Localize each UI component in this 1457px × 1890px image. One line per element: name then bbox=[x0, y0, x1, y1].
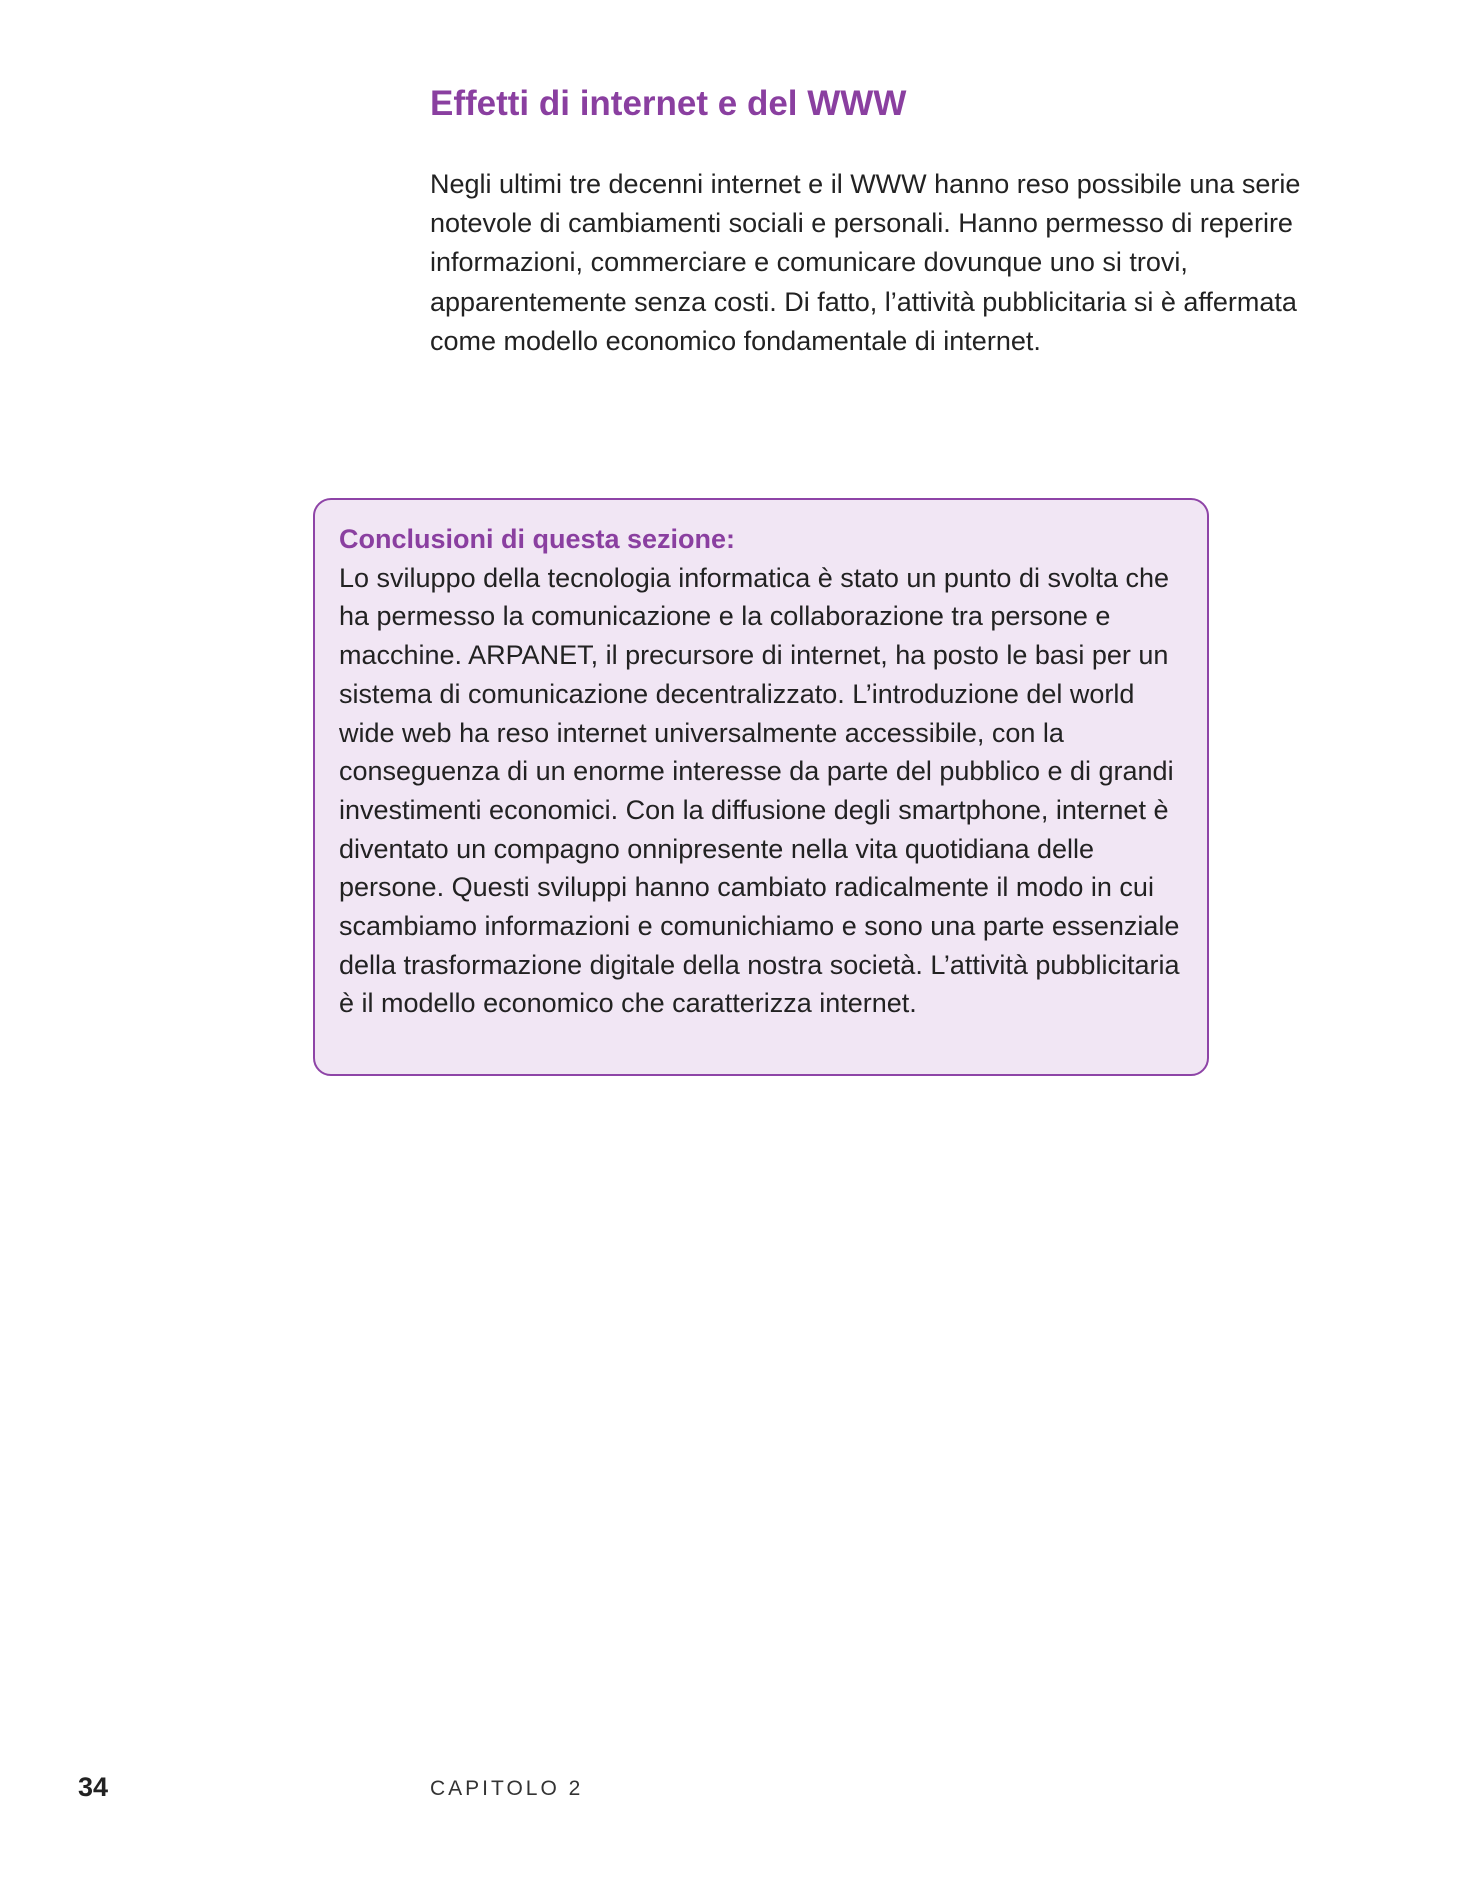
summary-box bbox=[313, 498, 1209, 1076]
summary-text: Lo sviluppo della tecnologia informatica è stato un punto di svolta che ha permesso la comunicazione e la collaborazione tra persone e macchine. ARPANET, il precursore di internet, ha posto le basi per un sistema di comunicazione decentralizzato. L’introduzione del world wide web ha reso internet universalmente accessibile, con la conseguenza di un enorme interesse da parte del pubblico e di grandi investimenti economici. Con la diffusione degli smartphone, internet è diventato un compagno onnipresente nella vita quotidiana delle persone. Questi sviluppi hanno cambiato radicalmente il modo in cui scambiamo informazioni e comunichiamo e sono una parte essenziale della trasformazione digitale della nostra società. L’attività pubblicitaria è il modello economico che caratterizza internet. bbox=[339, 562, 1180, 1019]
page-number: 34 bbox=[78, 1772, 109, 1802]
intro-paragraph: Negli ultimi tre decenni internet e il WWW hanno reso possibile una serie notevole di cambiamenti sociali e personali. Hanno permesso di reperire informazioni, commerciare e comunicare dovunque uno si trovi, apparentemente senza costi. Di fatto, l’attività pubblicitaria si è affermata come modello economico fondamentale di internet. bbox=[430, 169, 1301, 356]
chapter-label: CAPITOLO 2 bbox=[430, 1777, 584, 1800]
section-title: Effetti di internet e del WWW bbox=[430, 84, 907, 123]
summary-title: Conclusioni di questa sezione: bbox=[339, 524, 736, 554]
